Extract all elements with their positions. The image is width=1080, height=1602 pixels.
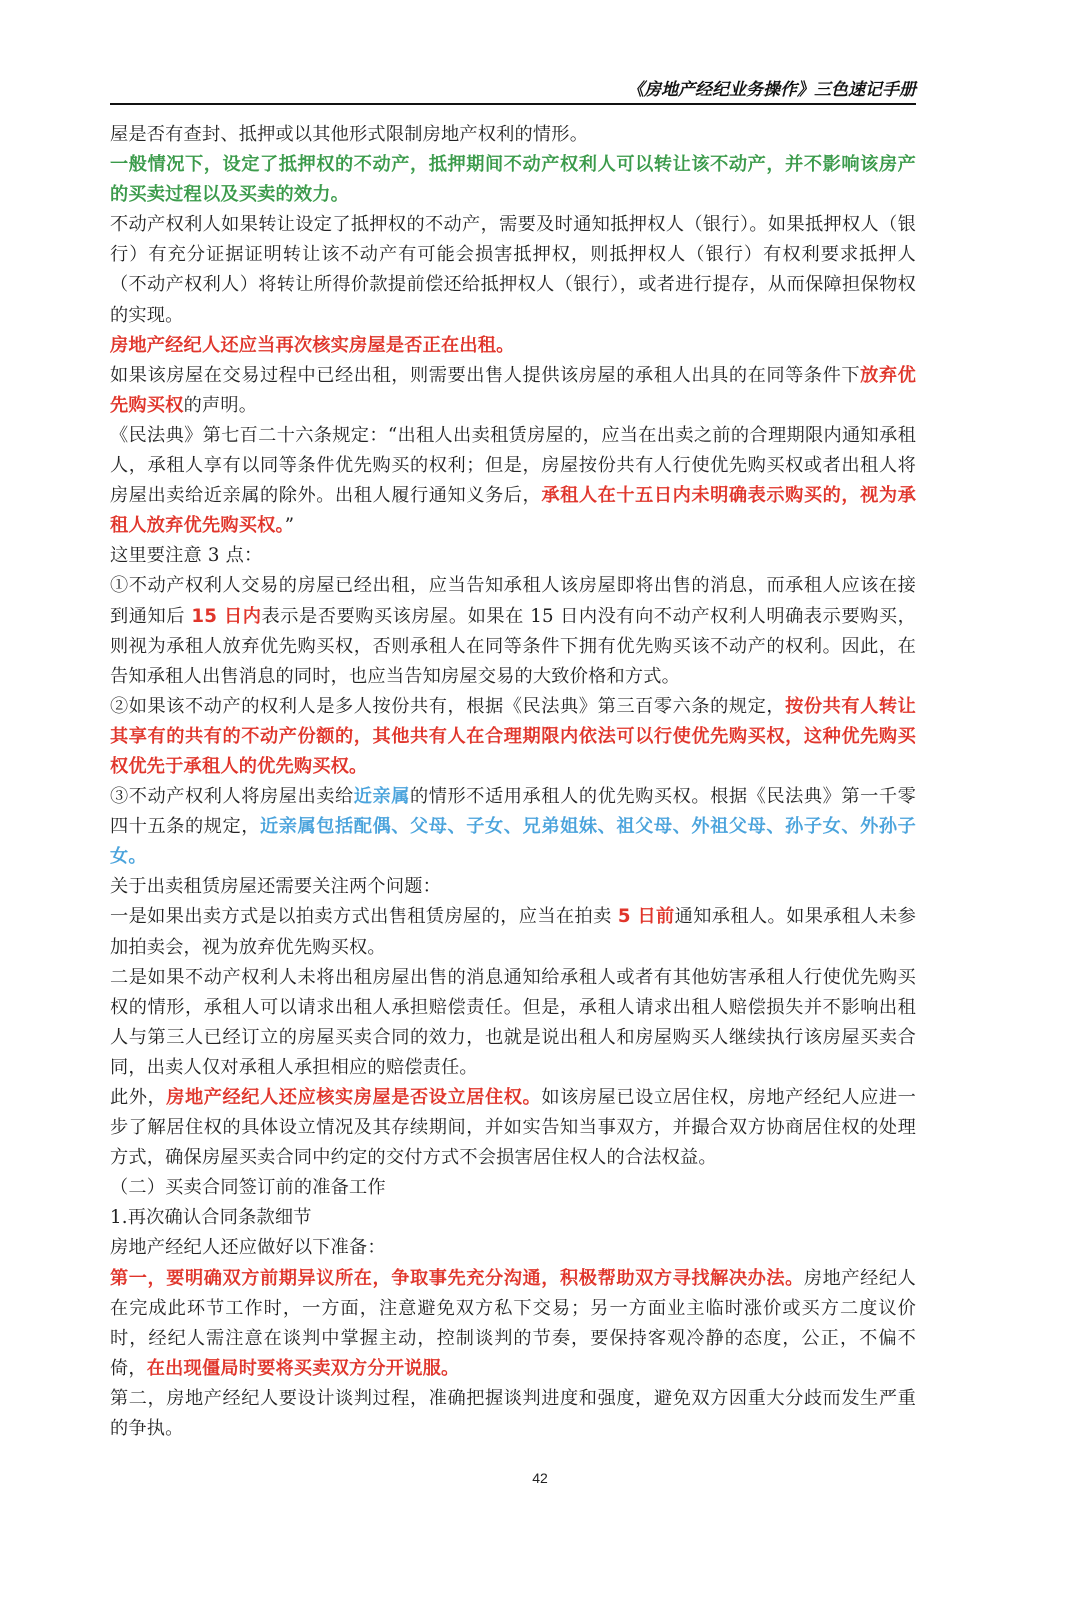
text-segment: ①不动产权利人交易的房屋已经出租，应当告知承租人该房屋即将出售的消息，而承租人应该在接到通知后 — [110, 575, 916, 627]
text-segment: 此外， — [110, 1087, 167, 1108]
paragraph — [110, 1083, 916, 1173]
page-body — [110, 120, 916, 1444]
highlight-red: 15 日内 — [191, 605, 262, 627]
paragraph — [110, 1233, 916, 1263]
paragraph — [110, 1264, 916, 1384]
text-segment: 如果该房屋在交易过程中已经出租，则需要出售人提供该房屋的承租人出具的在同等条件下 — [110, 364, 861, 386]
text-segment: 的情形不适用承租人的优先购买权。根据《民法典》第一千零四十五条的规定， — [110, 786, 916, 838]
text-segment: 《民法典》第七百二十六条规定：“出租人出卖租赁房屋的，应当在出卖之前的合理期限内通知承租人，承租人享有以同等条件优先购买的权利；但是，房屋按份共有人行使优先购买权或者出租人将房屋出卖给近亲属的除外。出租人履行通知义务后， — [110, 424, 916, 507]
text-segment: 房地产经纪人在完成此环节工作时，一方面，注意避免双方私下交易；另一方面业主临时涨价或买方二度议价时，经纪人需注意在谈判中掌握主动，控制谈判的节奏，要保持客观冷静的态度，公正，不偏不倚， — [110, 1267, 916, 1379]
paragraph — [110, 361, 916, 421]
paragraph — [110, 571, 916, 691]
text-segment: 不动产权利人如果转让设定了抵押权的不动产，需要及时通知抵押权人（银行）。如果抵押权人（银行）有充分证据证明转让该不动产有可能会损害抵押权，则抵押权人（银行）有权利要求抵押人（不动产权利人）将转让所得价款提前偿还给抵押权人（银行），或者进行提存，从而保障担保物权的实现。 — [110, 214, 916, 326]
header-title: 《房地产经纪业务操作》三色速记手册 — [627, 80, 916, 100]
text-segment: ” — [284, 515, 295, 537]
text-segment: 1.再次确认合同条款细节 — [110, 1207, 312, 1229]
highlight-red: 第一，要明确双方前期异议所在，争取事先充分沟通，积极帮助双方寻找解决办法。 — [110, 1267, 804, 1289]
highlight-red: 在出现僵局时要将买卖双方分开说服。 — [146, 1357, 460, 1379]
text-segment: 关于出卖租赁房屋还需要关注两个问题： — [110, 876, 441, 898]
text-segment: 二是如果不动产权利人未将出租房屋出售的消息通知给承租人或者有其他妨害承租人行使优先购买权的情形，承租人可以请求出租人承担赔偿责任。但是，承租人请求出租人赔偿损失并不影响出租人与第三人已经订立的房屋买卖合同的效力，也就是说出租人和房屋购买人继续执行该房屋买卖合同，出卖人仅对承租人承担相应的赔偿责任。 — [110, 966, 916, 1078]
highlight-red: 5 日前 — [617, 906, 675, 928]
text-segment: 屋是否有查封、抵押或以其他形式限制房地产权利的情形。 — [110, 124, 589, 145]
text-segment: 一是如果出卖方式是以拍卖方式出售租赁房屋的，应当在拍卖 — [110, 906, 618, 928]
paragraph — [110, 210, 916, 330]
paragraph — [110, 331, 916, 361]
highlight-red: 房地产经纪人还应当再次核实房屋是否正在出租。 — [110, 334, 515, 356]
paragraph — [110, 1384, 916, 1444]
text-segment: 如该房屋已设立居住权，房地产经纪人应进一步了解居住权的具体设立情况及其存续期间，并如实告知当事双方，并撮合双方协商居住权的处理方式，确保房屋买卖合同中约定的交付方式不会损害居住权人的合法权益。 — [110, 1087, 916, 1169]
page-number: 42 — [532, 1470, 548, 1486]
paragraph — [110, 692, 916, 782]
paragraph — [110, 150, 916, 210]
highlight-blue: 近亲属 — [353, 786, 411, 808]
text-segment: 的声明。 — [183, 394, 258, 416]
paragraph — [110, 541, 916, 571]
text-segment: 通知承租人。如果承租人未参加拍卖会，视为放弃优先购买权。 — [110, 906, 916, 958]
highlight-green: 一般情况下，设定了抵押权的不动产，抵押期间不动产权利人可以转让该不动产，并不影响该房产的买卖过程以及买卖的效力。 — [110, 154, 916, 206]
paragraph — [110, 963, 916, 1083]
text-segment: 房地产经纪人还应做好以下准备： — [110, 1237, 386, 1259]
paragraph — [110, 120, 916, 150]
text-segment: （二）买卖合同签订前的准备工作 — [110, 1177, 386, 1199]
paragraph — [110, 902, 916, 962]
paragraph — [110, 872, 916, 902]
paragraph — [110, 421, 916, 541]
text-segment: 第二，房地产经纪人要设计谈判过程，准确把握谈判进度和强度，避免双方因重大分歧而发生严重的争执。 — [110, 1387, 916, 1440]
paragraph — [110, 782, 916, 872]
highlight-red: 放弃优先购买权 — [110, 364, 916, 416]
text-segment: 表示是否要购买该房屋。如果在 15 日内没有向不动产权利人明确表示要购买，则视为承租人放弃优先购买权，否则承租人在同等条件下拥有优先购买该不动产的权利。因此，在告知承租人出售消息的同时，也应当告知房屋交易的大致价格和方式。 — [110, 605, 916, 687]
highlight-red: 按份共有人转让其享有的共有的不动产份额的，其他共有人在合理期限内依法可以行使优先购买权，这种优先购买权优先于承租人的优先购买权。 — [110, 695, 916, 777]
highlight-red: 房地产经纪人还应核实房屋是否设立居住权。 — [166, 1087, 542, 1108]
paragraph — [110, 1173, 916, 1203]
text-segment: ②如果该不动产的权利人是多人按份共有，根据《民法典》第三百零六条的规定， — [110, 695, 786, 717]
paragraph — [110, 1203, 916, 1233]
highlight-blue: 近亲属包括配偶、父母、子女、兄弟姐妹、祖父母、外祖父母、孙子女、外孙子女。 — [110, 816, 916, 868]
text-segment: 这里要注意 3 点： — [110, 545, 263, 567]
highlight-red: 承租人在十五日内未明确表示购买的，视为承租人放弃优先购买权。 — [110, 485, 916, 537]
header-divider — [110, 103, 916, 105]
text-segment: ③不动产权利人将房屋出卖给 — [110, 786, 354, 808]
